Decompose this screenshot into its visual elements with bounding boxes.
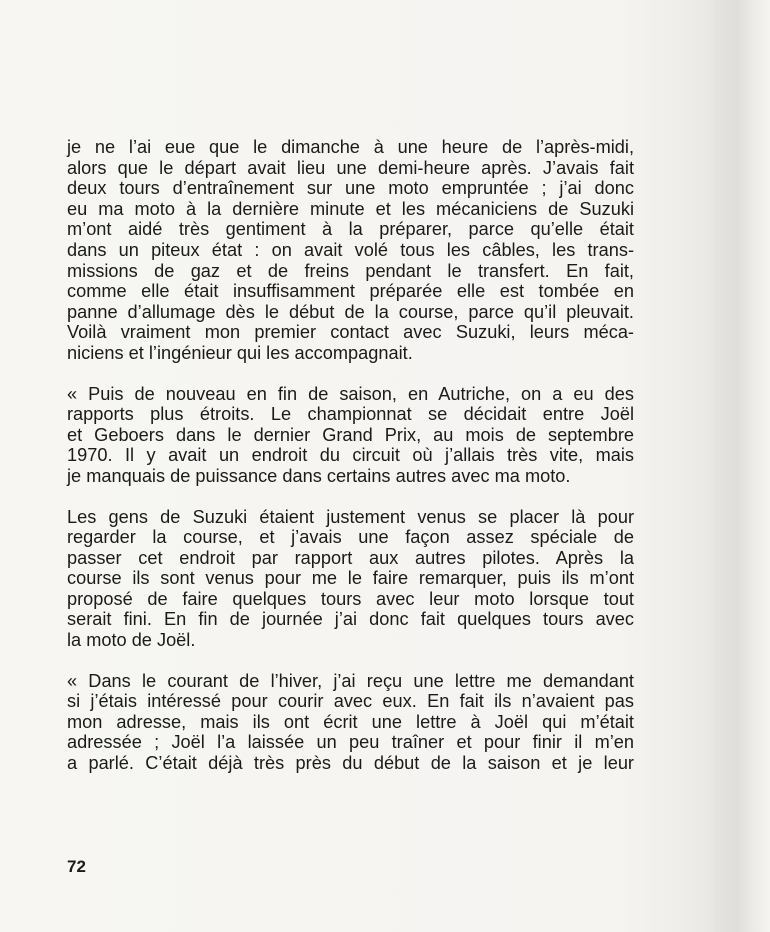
- text-line: missions de gaz et de freins pendant le transfert. En fait,: [67, 260, 634, 281]
- text-line: si j’étais intéressé pour courir avec eux. En fait ils n’avaient pas: [67, 691, 634, 712]
- text-line: proposé de faire quelques tours avec leur moto lorsque tout: [67, 588, 634, 609]
- text-line: « Dans le courant de l’hiver, j’ai reçu une lettre me demandant: [67, 670, 634, 691]
- text-line: a parlé. C’était déjà très près du début de la saison et je leur: [67, 753, 634, 774]
- text-line: course ils sont venus pour me le faire remarquer, puis ils m’ont: [67, 568, 634, 589]
- paragraph-1: [67, 137, 634, 364]
- text-line: rapports plus étroits. Le championnat se décidait entre Joël: [67, 404, 634, 425]
- page-number: 72: [67, 857, 86, 876]
- text-line: niciens et l’ingénieur qui les accompagnait.: [67, 342, 413, 363]
- paragraph-2: [67, 384, 634, 487]
- text-line: serait fini. En fin de journée j’ai donc fait quelques tours avec: [67, 609, 634, 630]
- text-line: Les gens de Suzuki étaient justement venus se placer là pour: [67, 506, 634, 527]
- page-gutter-shadow: [710, 0, 770, 932]
- text-line: « Puis de nouveau en fin de saison, en Autriche, on a eu des: [67, 383, 634, 404]
- body-text: [67, 137, 634, 794]
- paragraph-4: [67, 671, 634, 774]
- text-line: adressée ; Joël l’a laissée un peu traîner et pour finir il m’en: [67, 732, 634, 753]
- text-line: et Geboers dans le dernier Grand Prix, au mois de septembre: [67, 424, 634, 445]
- text-line: m’ont aidé très gentiment à la préparer, parce qu’elle était: [67, 219, 634, 240]
- text-line: alors que le départ avait lieu une demi-heure après. J’avais fait: [67, 157, 634, 178]
- text-line: je manquais de puissance dans certains autres avec ma moto.: [67, 465, 571, 486]
- text-line: deux tours d’entraînement sur une moto empruntée ; j’ai donc: [67, 178, 634, 199]
- text-line: Voilà vraiment mon premier contact avec Suzuki, leurs méca-: [67, 322, 634, 343]
- text-line: la moto de Joël.: [67, 630, 196, 651]
- text-line: comme elle était insuffisamment préparée elle est tombée en: [67, 281, 634, 302]
- text-line: je ne l’ai eue que le dimanche à une heure de l’après-midi,: [67, 137, 634, 157]
- paragraph-3: [67, 507, 634, 651]
- text-line: panne d’allumage dès le début de la course, parce qu’il pleuvait.: [67, 301, 634, 322]
- text-line: passer cet endroit par rapport aux autres pilotes. Après la: [67, 547, 634, 568]
- text-line: 1970. Il y avait un endroit du circuit où j’allais très vite, mais: [67, 445, 634, 466]
- text-line: dans un piteux état : on avait volé tous les câbles, les trans-: [67, 239, 634, 260]
- text-line: regarder la course, et j’avais une façon assez spéciale de: [67, 527, 634, 548]
- text-line: mon adresse, mais ils ont écrit une lettre à Joël qui m’était: [67, 711, 634, 732]
- text-line: eu ma moto à la dernière minute et les mécaniciens de Suzuki: [67, 198, 634, 219]
